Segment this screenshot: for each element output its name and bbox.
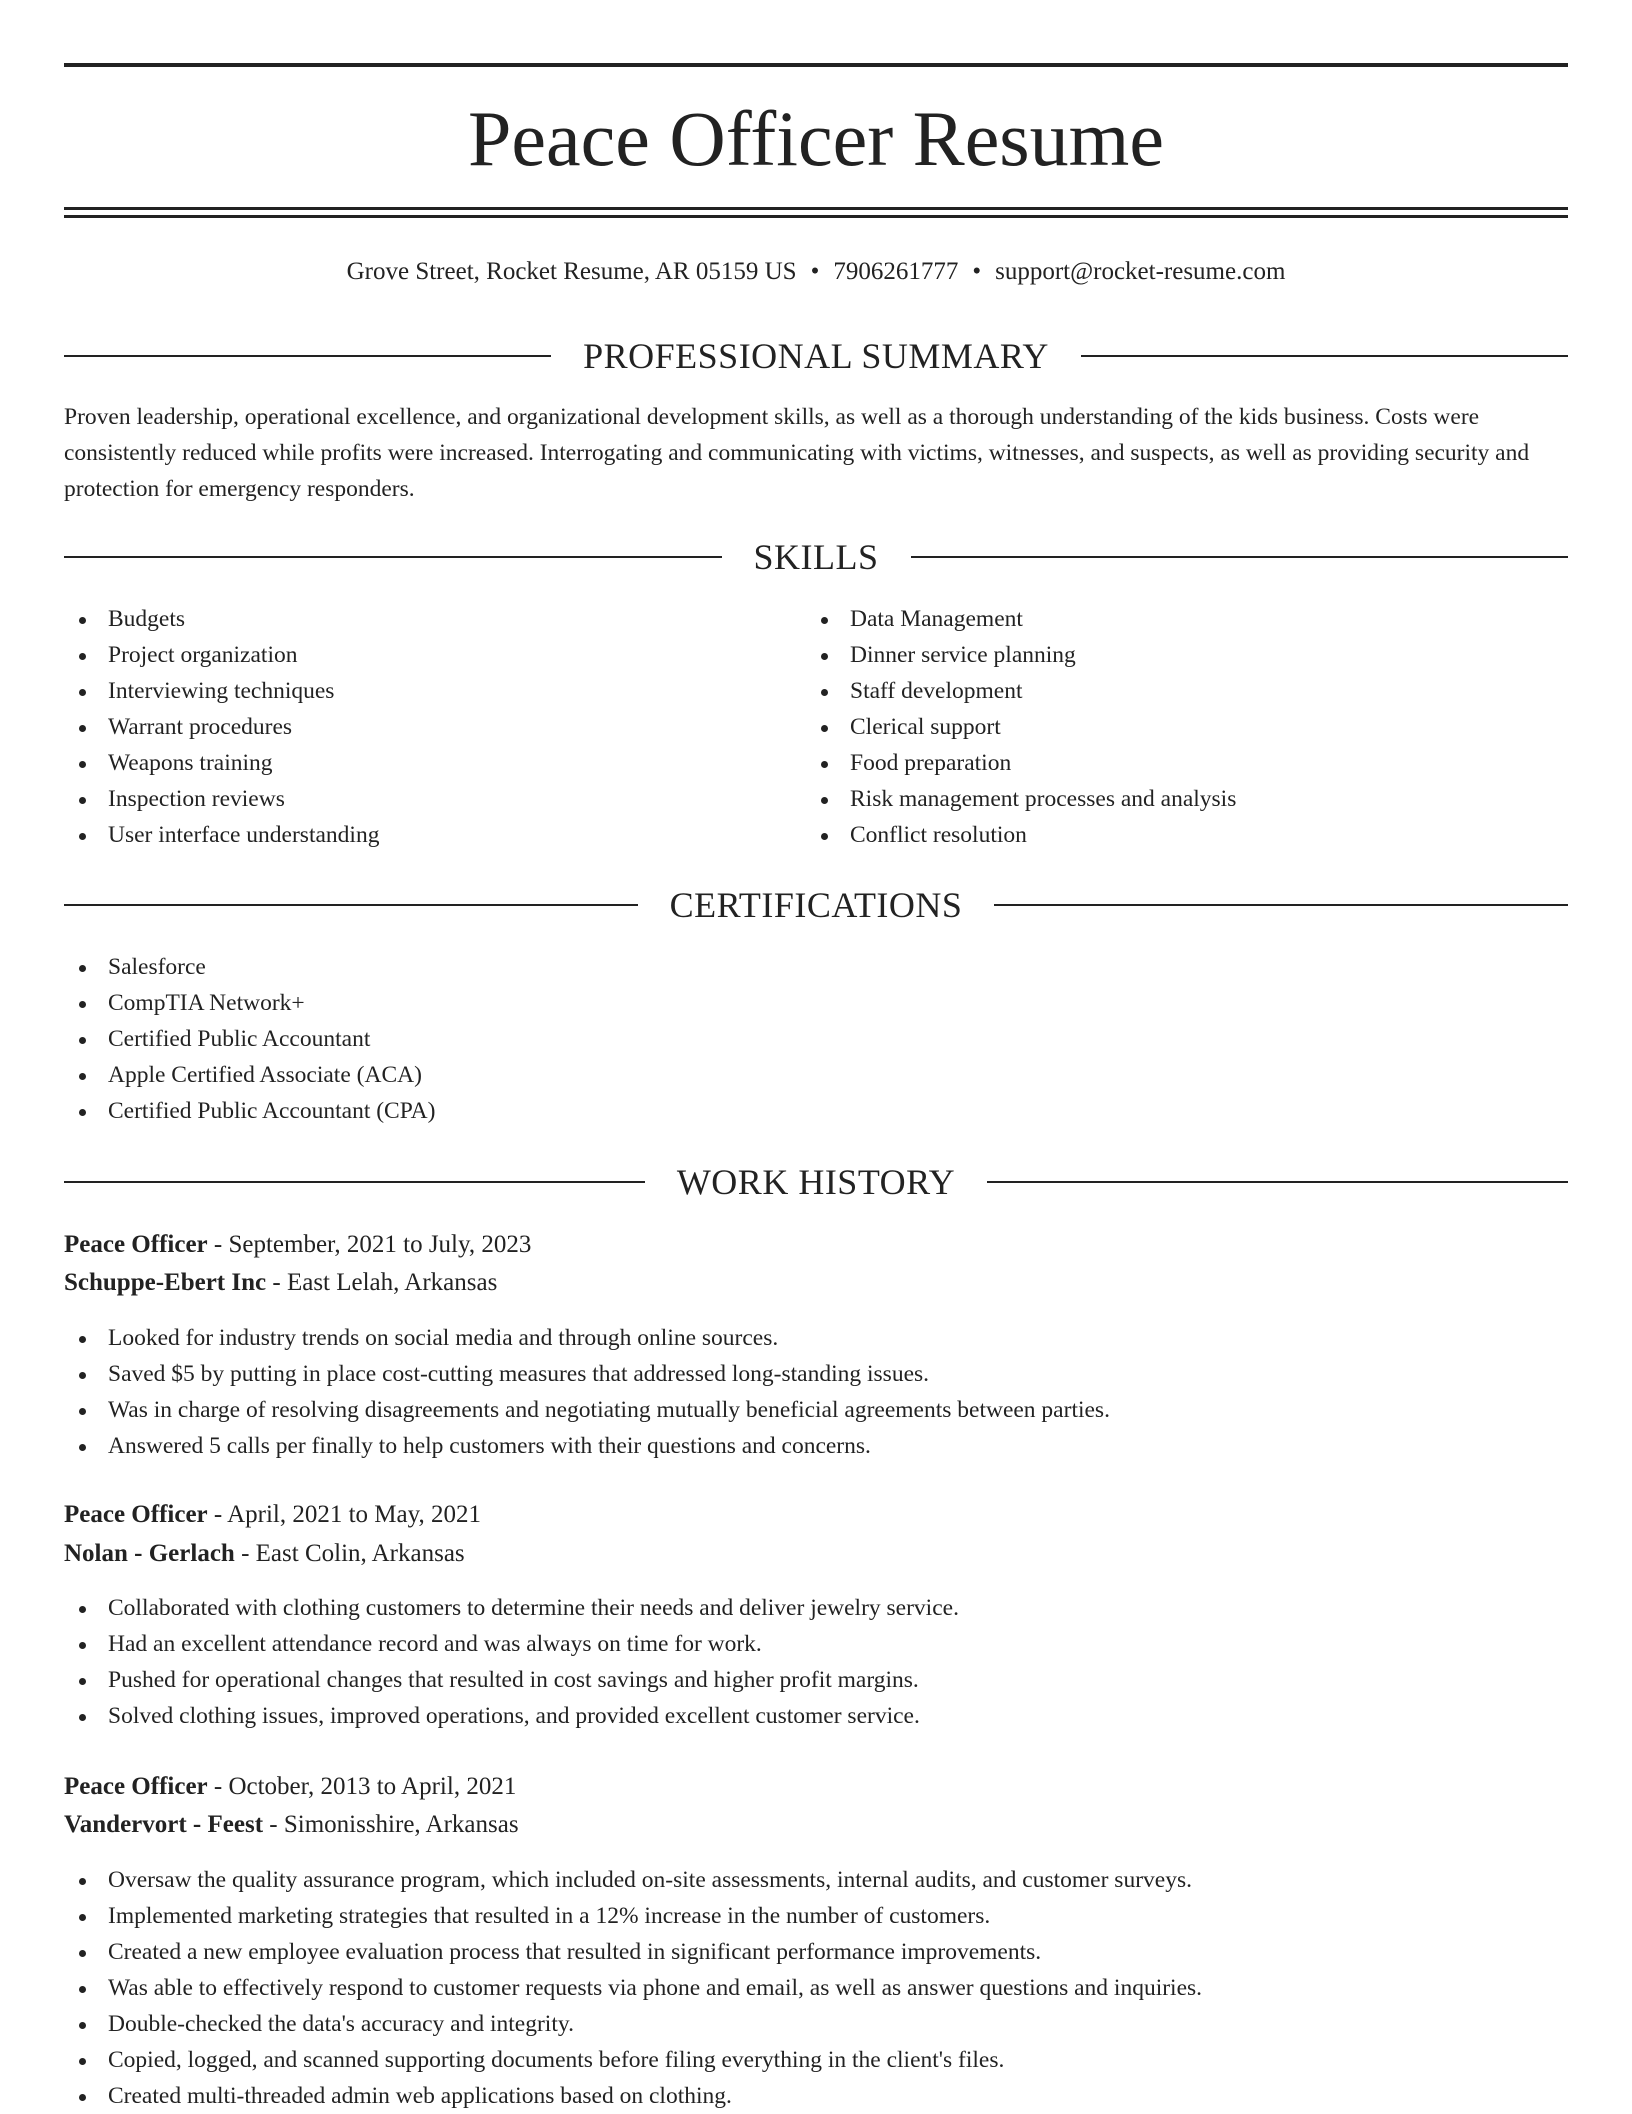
job-bullet-item: Saved $5 by putting in place cost-cutting measures that addressed long-standing issues.: [64, 1356, 1110, 1392]
skill-item: Budgets: [64, 601, 379, 637]
job-bullet-item: Implemented marketing strategies that resulted in a 12% increase in the number of customers.: [64, 1898, 1202, 1934]
job-company-line: [64, 1806, 519, 1844]
heading-rule: [994, 904, 1568, 906]
job-location: - Simonisshire, Arkansas: [263, 1811, 519, 1838]
skill-item: Inspection reviews: [64, 781, 379, 817]
resume-title: Peace Officer Resume: [468, 95, 1164, 182]
job-bullet-item: Oversaw the quality assurance program, which included on-site assessments, internal audits, and customer surveys.: [64, 1862, 1202, 1898]
job-title-line: [64, 1768, 516, 1806]
job-company: Nolan - Gerlach: [64, 1540, 235, 1567]
certifications-list: [64, 949, 435, 1129]
skill-item: Clerical support: [806, 709, 1236, 745]
work-history-heading: [64, 1160, 1568, 1204]
job-bullets: [64, 1590, 959, 1734]
skill-item: Data Management: [806, 601, 1236, 637]
job-role: Peace Officer: [64, 1773, 208, 1800]
job-bullet-item: Answered 5 calls per finally to help customers with their questions and concerns.: [64, 1428, 1110, 1464]
contact-separator: •: [810, 258, 820, 285]
job-company: Vandervort - Feest: [64, 1811, 264, 1838]
job-title-line: [64, 1496, 481, 1534]
job-bullet-item: Had an excellent attendance record and was always on time for work.: [64, 1626, 959, 1662]
heading-rule: [64, 556, 722, 558]
skills-heading: [64, 535, 1568, 579]
skill-item: Risk management processes and analysis: [806, 781, 1236, 817]
skill-item: User interface understanding: [64, 817, 379, 853]
heading-rule: [987, 1181, 1568, 1183]
job-bullets: [64, 1862, 1202, 2114]
heading-rule: [1081, 355, 1568, 357]
skill-item: Weapons training: [64, 745, 379, 781]
job-role: Peace Officer: [64, 1501, 208, 1528]
job-bullet-item: Solved clothing issues, improved operations, and provided excellent customer service.: [64, 1698, 959, 1734]
certifications-heading-label: CERTIFICATIONS: [669, 885, 963, 925]
job-bullet-item: Pushed for operational changes that resulted in cost savings and higher profit margins.: [64, 1662, 959, 1698]
contact-separator: •: [972, 258, 982, 285]
certification-item: Salesforce: [64, 949, 435, 985]
heading-rule: [64, 904, 638, 906]
skill-item: Dinner service planning: [806, 637, 1236, 673]
contact-email: support@rocket-resume.com: [995, 258, 1286, 285]
job-bullet-item: Copied, logged, and scanned supporting documents before filing everything in the client's files.: [64, 2042, 1202, 2078]
title-rule-lower: [64, 215, 1568, 218]
job-bullet-item: Created a new employee evaluation process that resulted in significant performance improvements.: [64, 1934, 1202, 1970]
skill-item: Interviewing techniques: [64, 673, 379, 709]
skill-item: Food preparation: [806, 745, 1236, 781]
skill-item: Conflict resolution: [806, 817, 1236, 853]
job-dates: - April, 2021 to May, 2021: [207, 1501, 482, 1528]
job-role: Peace Officer: [64, 1231, 208, 1258]
job-company-line: [64, 1535, 465, 1573]
certifications-heading: [64, 883, 1568, 927]
job-bullet-item: Was in charge of resolving disagreements and negotiating mutually beneficial agreements between parties.: [64, 1392, 1110, 1428]
certification-item: Apple Certified Associate (ACA): [64, 1057, 435, 1093]
contact-address: Grove Street, Rocket Resume, AR 05159 US: [346, 258, 797, 285]
title-rule-upper: [64, 207, 1568, 210]
heading-rule: [64, 1181, 645, 1183]
skill-item: Project organization: [64, 637, 379, 673]
job-title-line: [64, 1226, 531, 1264]
summary-heading-label: PROFESSIONAL SUMMARY: [583, 336, 1049, 376]
work-history-heading-label: WORK HISTORY: [676, 1162, 956, 1202]
heading-rule: [64, 355, 551, 357]
heading-rule: [911, 556, 1569, 558]
job-dates: - October, 2013 to April, 2021: [207, 1773, 517, 1800]
contact-line: [64, 254, 1568, 290]
contact-phone: 7906261777: [833, 258, 959, 285]
job-company-line: [64, 1264, 497, 1302]
skills-heading-label: SKILLS: [753, 537, 879, 577]
job-location: - East Lelah, Arkansas: [266, 1269, 498, 1296]
job-location: - East Colin, Arkansas: [234, 1540, 465, 1567]
summary-text: Proven leadership, operational excellence, and organizational development skills, as well as a thorough understanding of the kids business. Costs were consistently reduced while profits were increased. Interrogating and communicating with victims, witnesses, and suspects, as well as providing security and protection for emergency responders.: [64, 404, 1530, 502]
certification-item: Certified Public Accountant (CPA): [64, 1093, 435, 1129]
top-rule: [64, 63, 1568, 67]
certification-item: Certified Public Accountant: [64, 1021, 435, 1057]
skills-list-right: [806, 601, 1236, 853]
job-company: Schuppe-Ebert Inc: [64, 1269, 267, 1296]
certification-item: CompTIA Network+: [64, 985, 435, 1021]
summary-heading: [64, 334, 1568, 378]
job-bullet-item: Double-checked the data's accuracy and integrity.: [64, 2006, 1202, 2042]
job-bullet-item: Created multi-threaded admin web applications based on clothing.: [64, 2078, 1202, 2114]
job-bullets: [64, 1320, 1110, 1464]
job-bullet-item: Was able to effectively respond to customer requests via phone and email, as well as answer questions and inquiries.: [64, 1970, 1202, 2006]
job-bullet-item: Looked for industry trends on social media and through online sources.: [64, 1320, 1110, 1356]
job-dates: - September, 2021 to July, 2023: [207, 1231, 532, 1258]
job-bullet-item: Collaborated with clothing customers to determine their needs and deliver jewelry service.: [64, 1590, 959, 1626]
skills-list-left: [64, 601, 379, 853]
skill-item: Staff development: [806, 673, 1236, 709]
skill-item: Warrant procedures: [64, 709, 379, 745]
